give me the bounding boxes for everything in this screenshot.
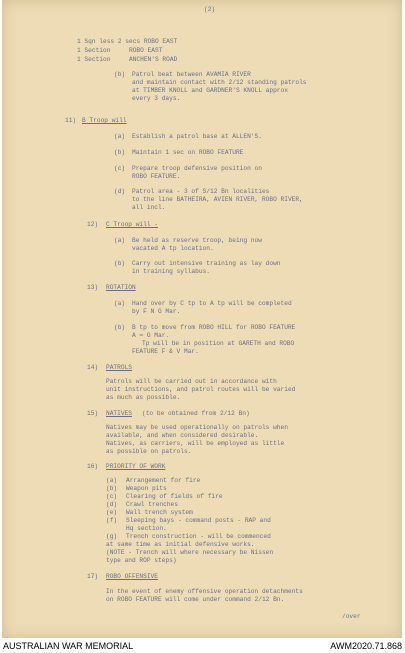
document-body [2, 0, 402, 638]
archive-reference: AWM2020.71.868 [330, 641, 402, 651]
note-line: type and ROP steps) [106, 557, 177, 564]
section-number: 16) [87, 463, 99, 470]
item-marker: (a) [106, 477, 118, 484]
item-marker: (d) [106, 501, 118, 508]
item-text: Sleeping bays - command posts - RAP and [126, 517, 271, 524]
section-number: 11) [65, 117, 77, 124]
paragraph-line: unit instructions, and patrol routes will be varied [106, 386, 296, 393]
section-title: B Troop will [82, 117, 127, 124]
item-text: Wall trench system [126, 509, 193, 516]
item-text: by F N G Mar. [132, 308, 181, 315]
item-text: Trench construction - will be commenced [126, 533, 271, 540]
item-text: Weapon pits [126, 485, 167, 492]
paragraph-line: Patrols will be carried out in accordance with [106, 378, 277, 385]
item-marker: (g) [106, 533, 118, 540]
item-marker: (e) [106, 509, 118, 516]
item-text: Establish a patrol base at ALLEN'S. [132, 133, 262, 140]
paragraph-line: as much as possible. [106, 394, 181, 401]
section-title-note: (to be obtained from 2/12 Bn) [142, 410, 250, 417]
item-text: FEATURE F & V Mar. [132, 348, 199, 355]
section-title: ROTATION [106, 284, 136, 291]
item-marker: (d) [114, 188, 126, 195]
paragraph-line: In the event of enemy offensive operation detachments [106, 588, 303, 595]
section-number: 15) [87, 410, 99, 417]
paragraph-line: available, and when considered desirable. [106, 432, 259, 439]
deployment-line: 1 Section ROBO EAST [77, 47, 163, 54]
note-line: (NOTE - Trench will where necessary be Nissen [106, 549, 274, 556]
section-number: 13) [87, 284, 99, 291]
item-marker: (c) [106, 493, 118, 500]
item-text: to the line BATHEIRA, AVIEN RIVER, ROBO RIVER, [132, 196, 303, 203]
item-marker: (b) [114, 260, 126, 267]
item-text: at same time as initial defensive works. [106, 541, 255, 548]
item-marker: (b) [114, 71, 126, 78]
item-text: A = G Mar. [132, 332, 170, 339]
item-text: vacated A tp location. [132, 245, 214, 252]
section-title: PRIORITY OF WORK [106, 463, 166, 470]
archive-name: AUSTRALIAN WAR MEMORIAL [3, 641, 134, 651]
item-text: Prepare troop defensive position on [132, 165, 262, 172]
item-marker: (a) [114, 237, 126, 244]
item-marker: (b) [114, 324, 126, 331]
section-number: 12) [87, 221, 99, 228]
item-text: all incl. [132, 204, 166, 211]
section-number: 17) [87, 573, 99, 580]
item-text: Hand over by C tp to A tp will be completed [132, 300, 292, 307]
section-title: NATIVES [106, 410, 132, 417]
item-marker: (b) [106, 485, 118, 492]
item-text: at TIMBER KNOLL and GARDNER'S KNOLL approx [132, 87, 288, 94]
item-text: Tp will be in position at GARETH and ROBO [142, 340, 295, 347]
item-text: Patrol area - 3 of S/12 Bn localities [132, 188, 270, 195]
item-text: ROBO FEATURE. [132, 173, 181, 180]
item-text: Patrol beat between AVAMIA RIVER [132, 71, 251, 78]
item-marker: (b) [114, 149, 126, 156]
paragraph-line: on ROBO FEATURE will come under command 2/12 Bn. [106, 596, 285, 603]
page-number: (2) [204, 6, 216, 13]
item-text: Arrangement for fire [126, 477, 201, 484]
paragraph-line: Natives, as carriers, will be employed as little [106, 440, 285, 447]
archive-footer [0, 638, 405, 653]
section-title: ROBO OFFENSIVE [106, 573, 158, 580]
section-number: 14) [87, 364, 99, 371]
section-title: C Troop will - [106, 221, 158, 228]
deployment-line: 1 Sqn less 2 secs ROBO EAST [77, 38, 178, 45]
item-marker: (a) [114, 300, 126, 307]
item-text: Clearing of fields of fire [126, 493, 223, 500]
page-over-note: /over [342, 613, 361, 620]
item-text: Maintain 1 sec on ROBO FEATURE [132, 149, 244, 156]
document-page [2, 0, 402, 638]
paragraph-line: Natives may be used operationally on patrols when [106, 424, 288, 431]
section-title: PATROLS [106, 364, 132, 371]
item-text: Be held as reserve troop, being now [132, 237, 262, 244]
paragraph-line: as possible on patrols. [106, 448, 192, 455]
item-text: B tp to move from ROBO HILL for ROBO FEATURE [132, 324, 296, 331]
item-marker: (c) [114, 165, 126, 172]
item-text: in training syllabus. [132, 268, 210, 275]
deployment-line: 1 Section ANCHEN'S ROAD [77, 56, 178, 63]
item-text: Hq section. [126, 525, 167, 532]
item-text: Crawl trenches [126, 501, 178, 508]
item-marker: (a) [114, 133, 126, 140]
item-marker: (f) [106, 517, 118, 524]
item-text: Carry out intensive training as lay down [132, 260, 281, 267]
item-text: every 3 days. [132, 95, 181, 102]
item-text: and maintain contact with 2/12 standing patrols [132, 79, 307, 86]
